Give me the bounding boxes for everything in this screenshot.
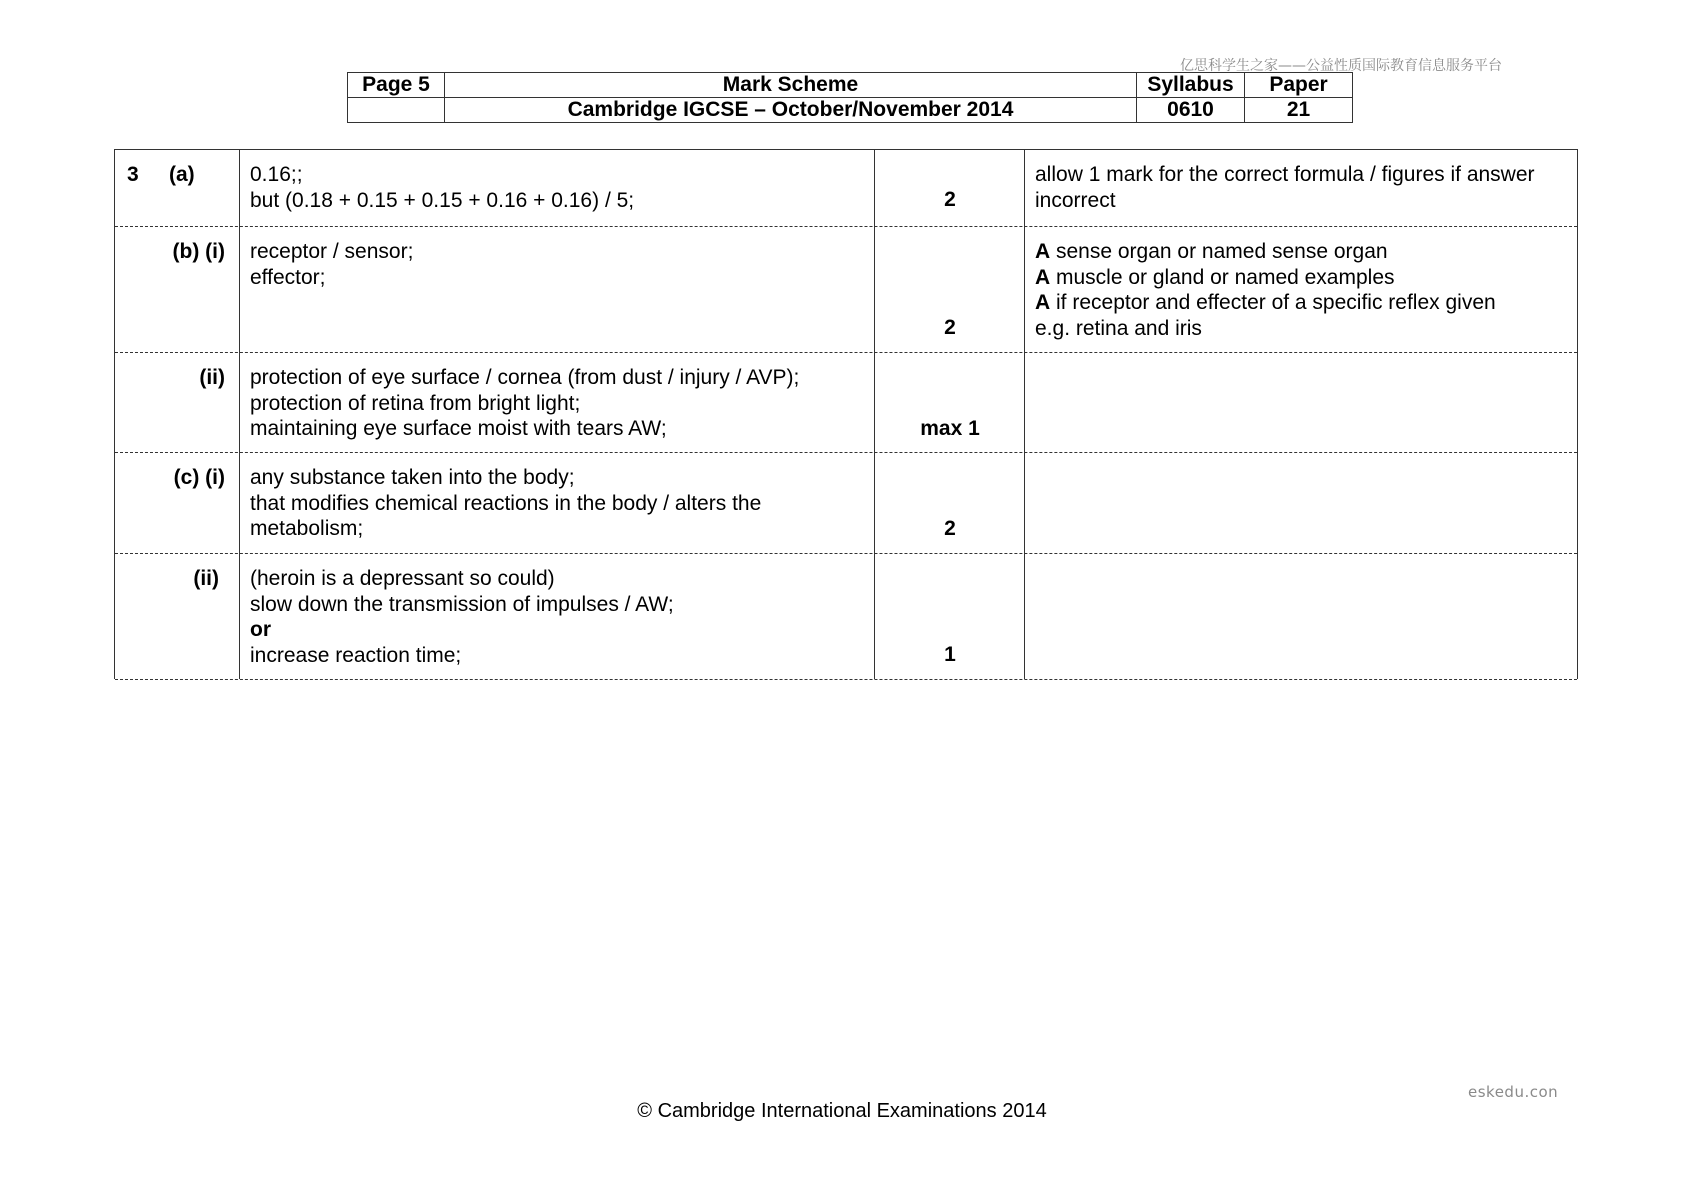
answer-line: but (0.18 + 0.15 + 0.15 + 0.16 + 0.16) / 5; xyxy=(250,188,635,212)
question-part: (ii) xyxy=(193,567,219,590)
answer-line: that modifies chemical reactions in the body / alters the xyxy=(250,491,762,515)
answer-text xyxy=(250,365,875,442)
guidance-line: allow 1 mark for the correct formula / figures if answer xyxy=(1035,163,1535,186)
answer-line: any substance taken into the body; xyxy=(250,466,575,489)
copyright-footer: © Cambridge International Examinations 2014 xyxy=(637,1100,1047,1122)
mark-scheme-table xyxy=(114,149,1578,679)
marks-value: max 1 xyxy=(920,417,980,440)
guidance-line xyxy=(1035,265,1575,291)
guidance-text-span: muscle or gland or named examples xyxy=(1050,265,1395,289)
answer-line: increase reaction time; xyxy=(250,643,462,667)
answer-connector: or xyxy=(250,618,271,641)
watermark-top: 亿思科学生之家——公益性质国际教育信息服务平台 xyxy=(1180,58,1502,74)
answer-line: slow down the transmission of impulses / AW; xyxy=(250,592,674,616)
guidance-line xyxy=(1035,290,1575,316)
answer-text xyxy=(250,465,875,542)
paper-label: Paper xyxy=(1245,73,1353,98)
answer-line: effector; xyxy=(250,265,326,289)
accept-prefix: A xyxy=(1035,291,1051,314)
table-row xyxy=(115,554,1577,680)
guidance-line xyxy=(1035,239,1575,265)
guidance-text-span: sense organ or named sense organ xyxy=(1050,240,1388,263)
question-number: 3 xyxy=(127,163,139,186)
table-row xyxy=(115,353,1577,453)
answer-line: metabolism; xyxy=(250,517,364,540)
table-row xyxy=(115,227,1577,353)
answer-text xyxy=(250,566,875,668)
accept-prefix: A xyxy=(1035,265,1051,289)
guidance-line: incorrect xyxy=(1035,188,1116,212)
answer-line: maintaining eye surface moist with tears AW; xyxy=(250,417,667,440)
answer-line: protection of retina from bright light; xyxy=(250,391,581,415)
page-number: Page 5 xyxy=(348,73,445,98)
question-part: (a) xyxy=(169,163,195,186)
answer-line: protection of eye surface / cornea (from dust / injury / AVP); xyxy=(250,366,800,389)
answer-line: (heroin is a depressant so could) xyxy=(250,567,555,590)
paper-value: 21 xyxy=(1245,98,1353,123)
marks-value: 1 xyxy=(944,643,956,666)
answer-line: receptor / sensor; xyxy=(250,240,414,263)
blank-cell xyxy=(348,98,445,123)
marks-value: 2 xyxy=(944,316,956,339)
syllabus-value: 0610 xyxy=(1137,98,1245,123)
marks-value: 2 xyxy=(944,517,956,540)
question-part: (c) (i) xyxy=(173,466,225,489)
guidance-line: e.g. retina and iris xyxy=(1035,316,1202,340)
header-title: Mark Scheme xyxy=(445,73,1137,98)
table-row xyxy=(115,150,1577,227)
syllabus-label: Syllabus xyxy=(1137,73,1245,98)
header-subtitle: Cambridge IGCSE – October/November 2014 xyxy=(445,98,1137,123)
header-table xyxy=(347,72,1353,123)
question-part: (b) (i) xyxy=(172,240,225,263)
guidance-text xyxy=(1035,239,1575,341)
answer-line: 0.16;; xyxy=(250,163,303,186)
guidance-text-span: if receptor and effecter of a specific reflex given xyxy=(1050,291,1496,314)
marks-value: 2 xyxy=(944,188,956,211)
accept-prefix: A xyxy=(1035,240,1051,263)
table-row xyxy=(115,453,1577,554)
guidance-text xyxy=(1035,162,1575,213)
answer-text xyxy=(250,162,875,213)
watermark-bottom: eskedu.con xyxy=(1468,1083,1559,1101)
question-part: (ii) xyxy=(199,366,225,389)
answer-text xyxy=(250,239,875,290)
